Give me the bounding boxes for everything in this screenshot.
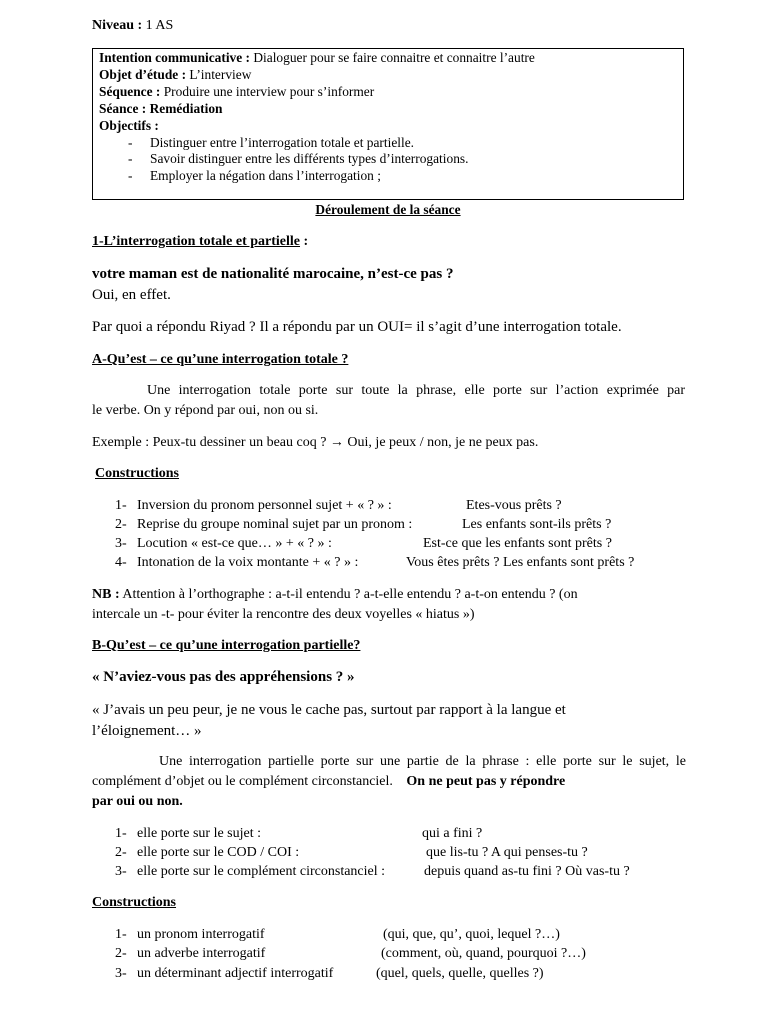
construction-item — [115, 497, 392, 515]
porte-label: elle porte sur le sujet : — [137, 826, 262, 841]
construction-item — [115, 516, 412, 534]
list-number: 1- — [115, 826, 127, 841]
construction-label: un pronom interrogatif — [137, 927, 265, 942]
construction-example: (qui, que, qu’, quoi, lequel ?…) — [383, 927, 560, 942]
porte-label: elle porte sur le complément circonstanciel : — [137, 864, 386, 879]
list-number: 3- — [115, 864, 127, 879]
paragraph-bold: On ne peut pas y répondre — [406, 774, 566, 789]
dialog-question: votre maman est de nationalité marocaine, n’est-ce pas ? — [92, 266, 454, 282]
sectionB-title: B-Qu’est – ce qu’une interrogation partielle? — [92, 638, 361, 653]
construction-example: Les enfants sont-ils prêts ? — [462, 517, 612, 532]
sectionB-constructions-title: Constructions — [92, 895, 177, 910]
objectif-text: Employer la négation dans l’interrogation ; — [150, 168, 381, 183]
sectionA-constructions-title: Constructions — [95, 466, 180, 481]
niveau-label: Niveau : — [92, 18, 143, 33]
sectionA-example: Exemple : Peux-tu dessiner un beau coq ? → Oui, je peux / non, je ne peux pas. — [92, 435, 539, 450]
explain-text: Par quoi a répondu Riyad ? Il a répondu par un OUI= il s’agit d’une interrogation totale. — [92, 319, 622, 335]
sequence-value: Produire une interview pour s’informer — [163, 84, 375, 99]
porte-item — [115, 844, 299, 862]
paragraph-normal: complément d’objet ou le complément circonstanciel. — [92, 774, 393, 789]
construction-example: Etes-vous prêts ? — [466, 498, 562, 513]
sequence-label: Séquence : — [99, 84, 161, 99]
construction-item — [115, 965, 333, 983]
objectif-item: - Distinguer entre l’interrogation totale et partielle. — [128, 135, 414, 150]
intention-value: Dialoguer pour se faire connaitre et connaitre l’autre — [253, 50, 535, 65]
sectionA-paragraph-line2: le verbe. On y répond par oui, non ou si. — [92, 403, 319, 418]
list-number: 2- — [115, 845, 127, 860]
sectionB-paragraph-line2 — [92, 773, 686, 791]
list-number: 1- — [115, 498, 127, 513]
intention-line — [99, 50, 535, 66]
construction-example: (comment, où, quand, pourquoi ?…) — [381, 946, 586, 961]
porte-item — [115, 825, 261, 843]
nb-line2: intercale un -t- pour éviter la rencontre des deux voyelles « hiatus ») — [92, 607, 475, 622]
construction-label: Locution « est-ce que… » + « ? » : — [137, 536, 332, 551]
porte-item — [115, 863, 385, 881]
seance-value: Remédiation — [149, 101, 223, 116]
niveau-value: 1 AS — [145, 18, 174, 33]
section1-title — [92, 233, 308, 251]
sectionB-reply-line2: l’éloignement… » — [92, 723, 202, 739]
porte-example: depuis quand as-tu fini ? Où vas-tu ? — [424, 864, 630, 879]
sequence-line — [99, 84, 374, 100]
list-number: 3- — [115, 966, 127, 981]
construction-example: (quel, quels, quelle, quelles ?) — [376, 966, 544, 981]
deroulement-title: Déroulement de la séance — [315, 202, 461, 217]
porte-example: que lis-tu ? A qui penses-tu ? — [426, 845, 588, 860]
seance-label: Séance : — [99, 101, 147, 116]
objet-value: L’interview — [189, 67, 252, 82]
construction-item — [115, 535, 332, 553]
construction-example: Est-ce que les enfants sont prêts ? — [423, 536, 612, 551]
dialog-answer: Oui, en effet. — [92, 287, 171, 303]
section1-title-suffix: : — [300, 234, 309, 249]
construction-label: un déterminant adjectif interrogatif — [137, 966, 334, 981]
objectif-text: Distinguer entre l’interrogation totale et partielle. — [150, 135, 414, 150]
sectionB-paragraph-line1: Une interrogation partielle porte sur une partie de la phrase : elle porte sur le sujet, le — [159, 754, 686, 769]
sectionB-reply-line1: « J’avais un peu peur, je ne vous le cache pas, surtout par rapport à la langue et — [92, 702, 566, 718]
list-number: 3- — [115, 536, 127, 551]
construction-item — [115, 945, 265, 963]
objet-line — [99, 67, 251, 83]
section1-title-text: 1-L’interrogation totale et partielle — [92, 234, 301, 249]
construction-label: un adverbe interrogatif — [137, 946, 266, 961]
list-number: 2- — [115, 946, 127, 961]
nb-label: NB : — [92, 587, 120, 602]
niveau-line — [92, 17, 173, 35]
seance-line — [99, 101, 223, 117]
sectionB-quote: « N’aviez-vous pas des appréhensions ? » — [92, 669, 355, 685]
list-number: 1- — [115, 927, 127, 942]
sectionA-title: A-Qu’est – ce qu’une interrogation totale ? — [92, 352, 349, 367]
construction-example: Vous êtes prêts ? Les enfants sont prêts ? — [406, 555, 635, 570]
objectif-item: - Employer la négation dans l’interrogation ; — [128, 168, 381, 183]
construction-label: Intonation de la voix montante + « ? » : — [137, 555, 359, 570]
construction-label: Inversion du pronom personnel sujet + « ? » : — [137, 498, 392, 513]
objectifs-label: Objectifs : — [99, 118, 159, 133]
sectionB-paragraph-line3: par oui ou non. — [92, 794, 183, 809]
nb-text: Attention à l’orthographe : a-t-il entendu ? a-t-elle entendu ? a-t-on entendu ? (on — [122, 587, 578, 602]
sectionA-paragraph-line1: Une interrogation totale porte sur toute la phrase, elle porte sur l’action exprimée par — [147, 383, 685, 398]
porte-label: elle porte sur le COD / COI : — [137, 845, 300, 860]
construction-item — [115, 554, 358, 572]
objectif-item: - Savoir distinguer entre les différents types d’interrogations. — [128, 151, 469, 166]
porte-example: qui a fini ? — [422, 826, 483, 841]
nb-line1 — [92, 586, 686, 604]
objectif-text: Savoir distinguer entre les différents types d’interrogations. — [150, 151, 469, 166]
objet-label: Objet d’étude : — [99, 67, 187, 82]
construction-item — [115, 926, 265, 944]
list-number: 2- — [115, 517, 127, 532]
construction-label: Reprise du groupe nominal sujet par un pronom : — [137, 517, 413, 532]
list-number: 4- — [115, 555, 127, 570]
intention-label: Intention communicative : — [99, 50, 251, 65]
